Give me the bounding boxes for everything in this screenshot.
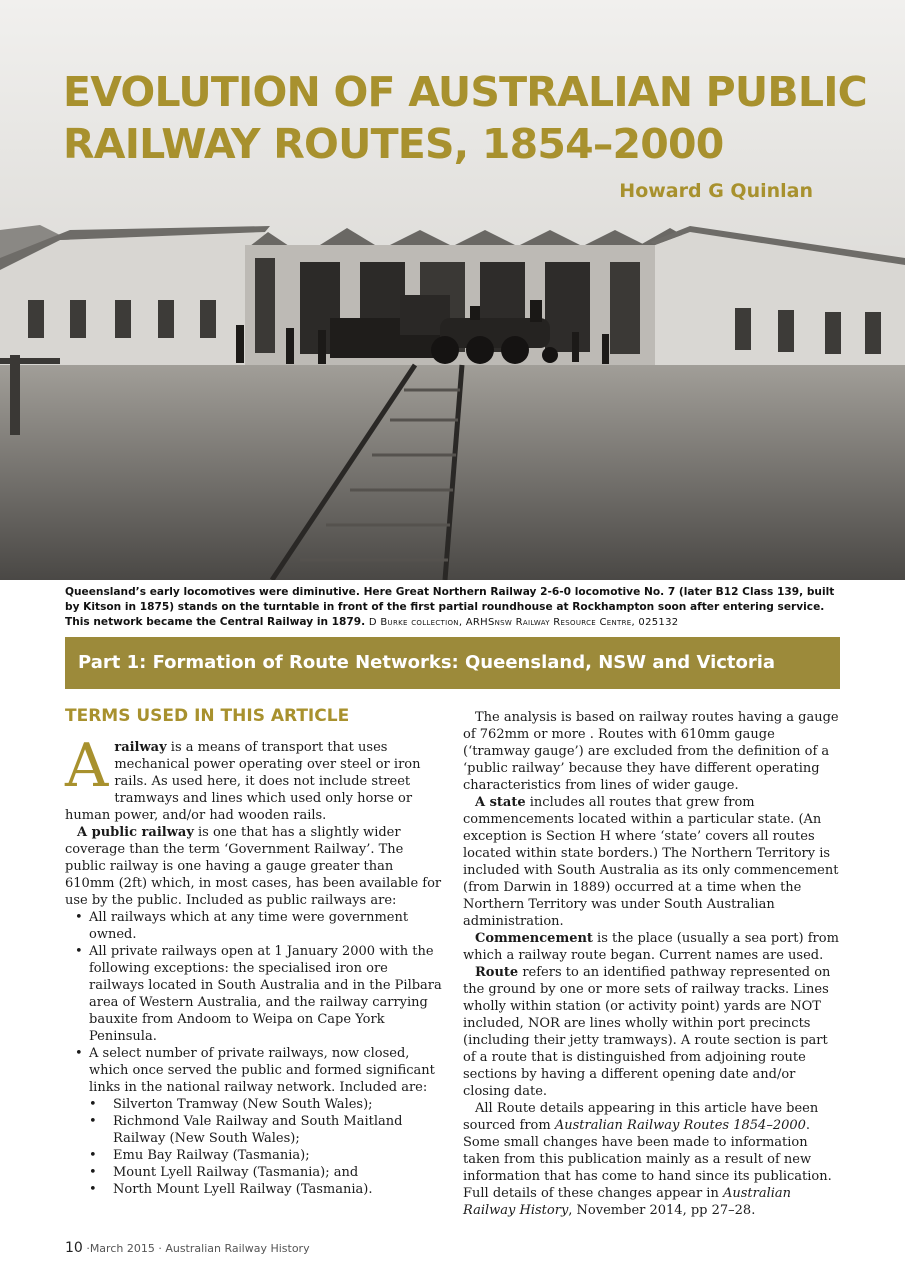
private-railway-list bbox=[89, 1096, 445, 1198]
list-item: • All railways which at any time were government owned. bbox=[65, 909, 445, 943]
author: Howard G Quinlan bbox=[619, 180, 813, 202]
title-line-1: EVOLUTION OF AUSTRALIAN PUBLIC bbox=[63, 68, 867, 116]
page-number: 10 bbox=[65, 1240, 83, 1256]
part-banner: Part 1: Formation of Route Networks: Queensland, NSW and Victoria bbox=[65, 637, 840, 689]
list-item: • Silverton Tramway (New South Wales); bbox=[89, 1096, 445, 1113]
term-commencement: Commencement bbox=[475, 931, 593, 946]
term-state: A state bbox=[475, 795, 526, 810]
list-item: • Emu Bay Railway (Tasmania); bbox=[89, 1147, 445, 1164]
section-heading: TERMS USED IN THIS ARTICLE bbox=[65, 706, 350, 726]
list-item: • All private railways open at 1 January 2000 with the following exceptions: the specialised iron ore railways located in South Australia and in the Pilbara area of Western Australia, and the railway carrying bauxite from Andoom to Weipa on Cape York Peninsula. bbox=[65, 943, 445, 1045]
term-railway: railway bbox=[114, 740, 167, 755]
term-route: Route bbox=[475, 965, 519, 980]
photo-credit: D Burke collection, ARHSnsw Railway Resource Centre, 025132 bbox=[368, 617, 679, 628]
gauge-paragraph: The analysis is based on railway routes having a gauge of 762mm or more . Routes with 610mm gauge (‘tramway gauge’) are excluded from the definition of a ‘public railway’ because they have different operating characteristics from lines of wider gauge. bbox=[463, 710, 839, 793]
footer-text: ·March 2015 · Australian Railway History bbox=[82, 1242, 310, 1255]
column-left bbox=[65, 731, 445, 1198]
commencement-definition: Commencement is the place (usually a sea port) from which a railway route began. Current names are used. bbox=[463, 931, 839, 963]
journal-title: Australian Railway History bbox=[463, 1186, 792, 1218]
list-item: • Richmond Vale Railway and South Maitland Railway (New South Wales); bbox=[89, 1113, 445, 1147]
column-right bbox=[463, 709, 843, 1219]
list-item: • A select number of private railways, now closed, which once served the public and formed significant links in the national railway network. Included are: • Silverton Tramway (New South Wales); • Richmond Vale Railway and South Maitland Railway (New South Wales); • Emu Bay Railway (Tasmania); • Mount Lyell Railway (Tasmania); and • North Mount Lyell Railway (Tasmania). bbox=[65, 1045, 445, 1198]
list-item: • Mount Lyell Railway (Tasmania); and bbox=[89, 1164, 445, 1181]
sources-paragraph: All Route details appearing in this article have been sourced from Australian Railway Routes 1854–2000. Some small changes have been made to information taken from this publication mainly as a result of new information that has come to hand since its publication. Full details of these changes appear in Australian Railway History, November 2014, pp 27–28. bbox=[463, 1101, 832, 1218]
state-definition: A state includes all routes that grew from commencements located within a particular state. (An exception is Section H where ‘state’ covers all routes located within state borders.) The Northern Territory is included with South Australia as its only commencement (from Darwin in 1889) occurred at a time when the Northern Territory was under South Australian administration. bbox=[463, 795, 839, 929]
article-title bbox=[63, 66, 867, 170]
source-title: Australian Railway Routes 1854–2000 bbox=[554, 1118, 806, 1133]
title-line-2: RAILWAY ROUTES, 1854–2000 bbox=[63, 120, 724, 168]
list-item: • North Mount Lyell Railway (Tasmania). bbox=[89, 1181, 445, 1198]
page-footer bbox=[65, 1240, 310, 1256]
caption-text: Queensland’s early locomotives were diminutive. Here Great Northern Railway 2-6-0 locomotive No. 7 (later B12 Class 139, built by Kitson in 1875) stands on the turntable in front of the first partial roundhouse at Rockhampton soon after entering service. This network became the Central Railway in 1879. bbox=[65, 586, 835, 628]
term-public-railway: A public railway bbox=[77, 825, 194, 840]
drop-cap: A bbox=[65, 731, 109, 801]
railway-definition: Arailway is a means of transport that uses mechanical power operating over steel or iron rails. As used here, it does not include street tramways and lines which used only horse or human power, and/or had wooden rails. bbox=[65, 731, 421, 823]
route-definition: Route refers to an identified pathway represented on the ground by one or more sets of railway tracks. Lines wholly within station (or activity point) yards are NOT included, NOR are lines wholly within port precincts (including their jetty tramways). A route section is part of a route that is distinguished from adjoining route sections by having a different opening date and/or closing date. bbox=[463, 965, 831, 1099]
public-railway-definition: A public railway is one that has a slightly wider coverage than the term ‘Government Railway’. The public railway is one having a gauge greater than 610mm (2ft) which, in most cases, has been available for use by the public. Included as public railways are: bbox=[65, 825, 442, 908]
photo-caption bbox=[65, 585, 845, 630]
inclusion-list bbox=[65, 909, 445, 1198]
